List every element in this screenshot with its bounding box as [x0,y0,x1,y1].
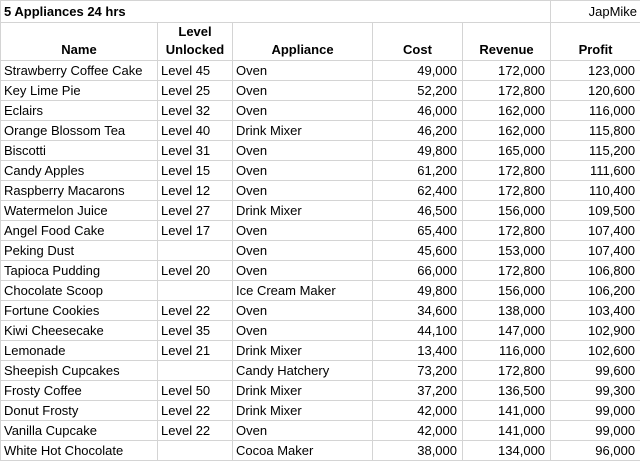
cell-appliance[interactable]: Oven [233,261,373,281]
cell-level[interactable]: Level 22 [158,301,233,321]
cell-level[interactable]: Level 21 [158,341,233,361]
cell-profit[interactable]: 123,000 [551,61,640,81]
cell-appliance[interactable]: Ice Cream Maker [233,281,373,301]
cell-level[interactable]: Level 22 [158,421,233,441]
cell-level[interactable]: Level 31 [158,141,233,161]
cell-appliance[interactable]: Oven [233,81,373,101]
cell-level[interactable]: Level 22 [158,401,233,421]
cell-name[interactable]: Orange Blossom Tea [1,121,158,141]
cell-cost[interactable]: 52,200 [373,81,463,101]
table-row [1,61,640,81]
cell-name[interactable]: Eclairs [1,101,158,121]
cell-name[interactable]: Donut Frosty [1,401,158,421]
cell-profit[interactable]: 96,000 [551,441,640,461]
table-row [1,341,640,361]
cell-profit[interactable]: 106,200 [551,281,640,301]
cell-profit[interactable]: 102,900 [551,321,640,341]
table-row [1,121,640,141]
cell-level[interactable]: Level 25 [158,81,233,101]
table-row [1,81,640,101]
cell-profit[interactable]: 106,800 [551,261,640,281]
cell-profit[interactable]: 115,800 [551,121,640,141]
cell-profit[interactable]: 110,400 [551,181,640,201]
cell-name[interactable]: Angel Food Cake [1,221,158,241]
table-row [1,321,640,341]
cell-profit[interactable]: 103,400 [551,301,640,321]
cell-appliance[interactable]: Candy Hatchery [233,361,373,381]
cell-cost[interactable]: 46,000 [373,101,463,121]
cell-revenue[interactable]: 172,000 [463,61,551,81]
cell-name[interactable]: Biscotti [1,141,158,161]
cell-level[interactable]: Level 35 [158,321,233,341]
cell-profit[interactable]: 99,000 [551,401,640,421]
cell-name[interactable]: Candy Apples [1,161,158,181]
cell-name[interactable]: Lemonade [1,341,158,361]
table-row [1,181,640,201]
cell-appliance[interactable]: Oven [233,61,373,81]
table-row [1,401,640,421]
cell-cost[interactable]: 13,400 [373,341,463,361]
cell-revenue[interactable]: 172,800 [463,161,551,181]
cell-revenue[interactable]: 147,000 [463,321,551,341]
table-row [1,381,640,401]
header-revenue[interactable]: Revenue [463,23,551,61]
cell-appliance[interactable]: Drink Mixer [233,121,373,141]
cell-cost[interactable]: 44,100 [373,321,463,341]
cell-profit[interactable]: 115,200 [551,141,640,161]
table-row [1,161,640,181]
cell-cost[interactable]: 46,500 [373,201,463,221]
cell-appliance[interactable]: Drink Mixer [233,401,373,421]
cell-level[interactable]: Level 15 [158,161,233,181]
cell-profit[interactable]: 120,600 [551,81,640,101]
cell-profit[interactable]: 99,000 [551,421,640,441]
cell-appliance[interactable]: Drink Mixer [233,381,373,401]
cell-name[interactable]: Peking Dust [1,241,158,261]
cell-revenue[interactable]: 134,000 [463,441,551,461]
cell-cost[interactable]: 45,600 [373,241,463,261]
cell-appliance[interactable]: Oven [233,241,373,261]
cell-cost[interactable]: 73,200 [373,361,463,381]
cell-profit[interactable]: 99,300 [551,381,640,401]
cell-revenue[interactable]: 153,000 [463,241,551,261]
table-row [1,101,640,121]
cell-profit[interactable]: 102,600 [551,341,640,361]
cell-revenue[interactable]: 116,000 [463,341,551,361]
header-cost[interactable]: Cost [373,23,463,61]
header-level-line1: Level [178,24,212,39]
cell-level[interactable]: Level 50 [158,381,233,401]
cell-level[interactable] [158,281,233,301]
cell-revenue[interactable]: 141,000 [463,401,551,421]
cell-name[interactable]: White Hot Chocolate [1,441,158,461]
cell-appliance[interactable]: Drink Mixer [233,201,373,221]
cell-level[interactable]: Level 20 [158,261,233,281]
cell-profit[interactable]: 107,400 [551,221,640,241]
cell-name[interactable]: Watermelon Juice [1,201,158,221]
cell-appliance[interactable]: Cocoa Maker [233,441,373,461]
cell-revenue[interactable]: 172,800 [463,181,551,201]
cell-name[interactable]: Chocolate Scoop [1,281,158,301]
cell-appliance[interactable]: Oven [233,101,373,121]
table-row [1,201,640,221]
cell-appliance[interactable]: Oven [233,181,373,201]
cell-level[interactable]: Level 40 [158,121,233,141]
cell-appliance[interactable]: Oven [233,141,373,161]
table-row [1,441,640,461]
header-name[interactable]: Name [1,23,158,61]
cell-cost[interactable]: 62,400 [373,181,463,201]
table-row [1,421,640,441]
cell-revenue[interactable]: 172,800 [463,361,551,381]
cell-level[interactable] [158,441,233,461]
cell-name[interactable]: Frosty Coffee [1,381,158,401]
header-level-line2: Unlocked [165,42,225,57]
cell-revenue[interactable]: 172,800 [463,221,551,241]
cell-appliance[interactable]: Oven [233,321,373,341]
cell-cost[interactable]: 49,800 [373,281,463,301]
cell-level[interactable]: Level 32 [158,101,233,121]
cell-cost[interactable]: 42,000 [373,421,463,441]
cell-level[interactable]: Level 45 [158,61,233,81]
cell-profit[interactable]: 109,500 [551,201,640,221]
cell-revenue[interactable]: 162,000 [463,101,551,121]
cell-appliance[interactable]: Oven [233,221,373,241]
cell-appliance[interactable]: Drink Mixer [233,341,373,361]
cell-revenue[interactable]: 165,000 [463,141,551,161]
cell-cost[interactable]: 46,200 [373,121,463,141]
cell-cost[interactable]: 49,000 [373,61,463,81]
sheet-title[interactable]: 5 Appliances 24 hrs [1,1,551,23]
header-level-unlocked[interactable] [158,23,233,61]
table-row [1,281,640,301]
cell-name[interactable]: Sheepish Cupcakes [1,361,158,381]
cell-appliance[interactable]: Oven [233,421,373,441]
cell-name[interactable]: Tapioca Pudding [1,261,158,281]
cell-name[interactable]: Kiwi Cheesecake [1,321,158,341]
cell-revenue[interactable]: 156,000 [463,201,551,221]
cell-revenue[interactable]: 172,800 [463,261,551,281]
table-row [1,301,640,321]
table-row [1,361,640,381]
cell-appliance[interactable]: Oven [233,301,373,321]
header-profit[interactable]: Profit [551,23,640,61]
cell-cost[interactable]: 49,800 [373,141,463,161]
header-row [1,23,640,61]
table-row [1,141,640,161]
cell-profit[interactable]: 111,600 [551,161,640,181]
cell-level[interactable]: Level 12 [158,181,233,201]
cell-level[interactable] [158,241,233,261]
cell-revenue[interactable]: 156,000 [463,281,551,301]
cell-cost[interactable]: 34,600 [373,301,463,321]
cell-revenue[interactable]: 162,000 [463,121,551,141]
cell-appliance[interactable]: Oven [233,161,373,181]
cell-revenue[interactable]: 172,800 [463,81,551,101]
cell-name[interactable]: Fortune Cookies [1,301,158,321]
cell-cost[interactable]: 65,400 [373,221,463,241]
table-row [1,241,640,261]
cell-cost[interactable]: 37,200 [373,381,463,401]
cell-profit[interactable]: 107,400 [551,241,640,261]
cell-name[interactable]: Vanilla Cupcake [1,421,158,441]
cell-level[interactable]: Level 17 [158,221,233,241]
header-appliance[interactable]: Appliance [233,23,373,61]
cell-cost[interactable]: 66,000 [373,261,463,281]
author-cell[interactable]: JapMike [551,1,640,23]
cell-cost[interactable]: 61,200 [373,161,463,181]
cell-cost[interactable]: 38,000 [373,441,463,461]
cell-cost[interactable]: 42,000 [373,401,463,421]
cell-revenue[interactable]: 141,000 [463,421,551,441]
cell-profit[interactable]: 99,600 [551,361,640,381]
cell-revenue[interactable]: 138,000 [463,301,551,321]
cell-revenue[interactable]: 136,500 [463,381,551,401]
cell-name[interactable]: Raspberry Macarons [1,181,158,201]
table-row [1,221,640,241]
title-row [1,1,640,23]
cell-name[interactable]: Key Lime Pie [1,81,158,101]
cell-level[interactable]: Level 27 [158,201,233,221]
cell-name[interactable]: Strawberry Coffee Cake [1,61,158,81]
table-row [1,261,640,281]
cell-profit[interactable]: 116,000 [551,101,640,121]
cell-level[interactable] [158,361,233,381]
